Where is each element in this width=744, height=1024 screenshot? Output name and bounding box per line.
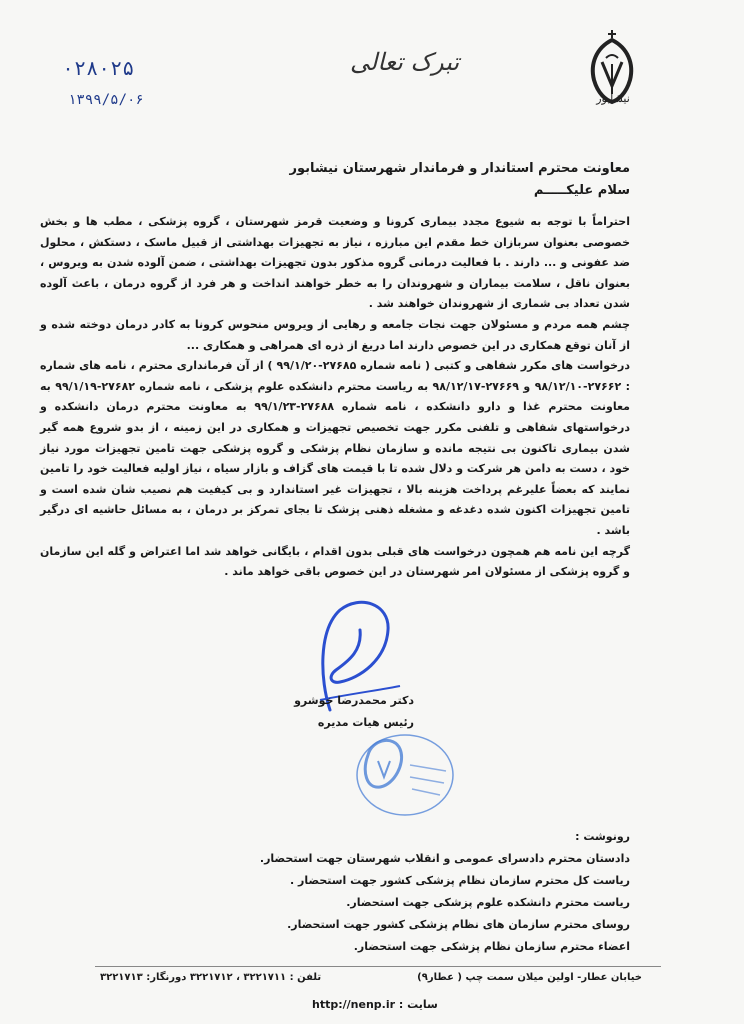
nezam-pezeshki-logo-icon: [582, 24, 642, 134]
cc-item: ریاست محترم دانشکده علوم پزشکی جهت استحضار.: [346, 896, 630, 909]
paragraph-4: گرچه این نامه هم همچون درخواست های قبلی بدون اقدام ، بایگانی خواهد شد اما اعتراض و گله این سازمان و گروه پزشکی از مسئولان امر شهرستان در این خصوص باقی خواهد ماند .: [40, 544, 630, 579]
cc-list: [70, 826, 630, 958]
letter-number: ۰۲۸۰۲۵: [62, 56, 135, 80]
signer-name: دکتر محمدرضا خوشرو: [294, 694, 414, 707]
letter-body: [40, 212, 630, 583]
letter-date: ۱۳۹۹/۵/۰۶: [68, 92, 144, 108]
cc-item: اعضاء محترم سازمان نظام پزشکی جهت استحضار.: [353, 940, 630, 953]
cc-item: روسای محترم سازمان های نظام پزشکی کشور جهت استحضار.: [287, 918, 630, 931]
signer-title: رئیس هیات مدیره: [317, 716, 414, 729]
footer-address: خیابان عطار- اولین میلان سمت چپ ( عطار۹): [417, 972, 642, 983]
footer-phone: تلفن : ۳۲۲۱۷۱۱ ، ۳۲۲۱۷۱۲ دورنگار: ۳۲۲۱۷۱۳: [100, 972, 322, 983]
paragraph-2: چشم همه مردم و مسئولان جهت نجات جامعه و رهایی از ویروس منحوس کرونا به کادر درمان دوخته شده و از آنان توقع همکاری در این خصوص دارند اما دریغ از ذره ای همراهی و همکاری ...: [40, 317, 630, 352]
footer-divider: [95, 966, 661, 967]
paragraph-3: درخواست های مکرر شفاهی و کتبی ( نامه شماره ۲۷۶۸۵-۹۹/۱/۲۰ ) از آن فرمانداری محترم ، نامه های شماره : ۲۷۶۶۲-۹۸/۱۲/۱۰ و ۲۷۶۶۹-۹۸/۱۲/۱۷ به ریاست محترم دانشکده علوم پزشکی ، نامه شماره ۲۷۶۸۲-۹۹/۱/۱۹ به معاونت محترم غذا و دارو دانشکده ، نامه شماره ۲۷۶۸۸-۹۹/۱/۲۳ به معاونت محترم درمان دانشکده و درخواستهای شفاهی و تلفنی مکرر جهت تخصیص تجهیزات و همکاری در این زمینه ، از بدو شروع همه گیر شدن بیماری تاکنون بی نتیجه مانده و سازمان نظام پزشکی و گروه پزشکی جهت تامین تجهیزات مورد نیاز خود ، دست به دامن هر شرکت و دلال شده تا با قیمت های گزاف و بازار سیاه ، نیاز اولیه فعالیت خود را تامین نمایند که بعضاً علیرغم پرداخت هزینه بالا ، تجهیزات غیر استاندارد و بی کیفیت هم نصیب شان شده است و تامین تجهیزات اکنون شده دغدغه و مشغله ذهنی پزشک تا بجای تمرکز بر درمان ، به مسائل حاشیه ای درگیر باشد .: [40, 359, 631, 537]
cc-item: دادستان محترم دادسرای عمومی و انقلاب شهرستان جهت استحضار.: [259, 852, 630, 865]
logo-caption: نیشابور: [596, 92, 630, 105]
recipient-block: [70, 158, 630, 202]
tabarrok-calligraphy: تبرک تعالی: [350, 48, 460, 76]
footer-website[interactable]: سایت : http://nenp.ir: [312, 998, 438, 1011]
recipient-title: معاونت محترم استاندار و فرماندار شهرستان نیشابور: [289, 161, 630, 176]
official-stamp-icon: [350, 725, 460, 825]
paragraph-1: احتراماً با توجه به شیوع مجدد بیماری کرونا و وضعیت قرمز شهرستان ، گروه پزشکی ، مطب ها و بخش خصوصی بعنوان سربازان خط مقدم این مبارزه ، نیاز به تجهیزات بهداشتی از قبیل ماسک ، دستکش ، محلول ضد عفونی و ... دارند . با فعالیت درمانی گروه مذکور بدون تجهیزات بهداشتی ، ضمن آلوده شدن به ویروس ، بعنوان ناقل ، سلامت بیماران و شهروندان را به خطر خواهند انداخت و هر فرد از گروه درمان ، باعث آلوده شدن تعداد بی شماری از شهروندان خواهند شد .: [40, 215, 630, 311]
cc-heading: رونوشت :: [575, 830, 630, 843]
cc-item: ریاست کل محترم سازمان نظام پزشکی کشور جهت استحضار .: [290, 874, 630, 887]
greeting: سلام علیکـــــم: [533, 183, 630, 198]
